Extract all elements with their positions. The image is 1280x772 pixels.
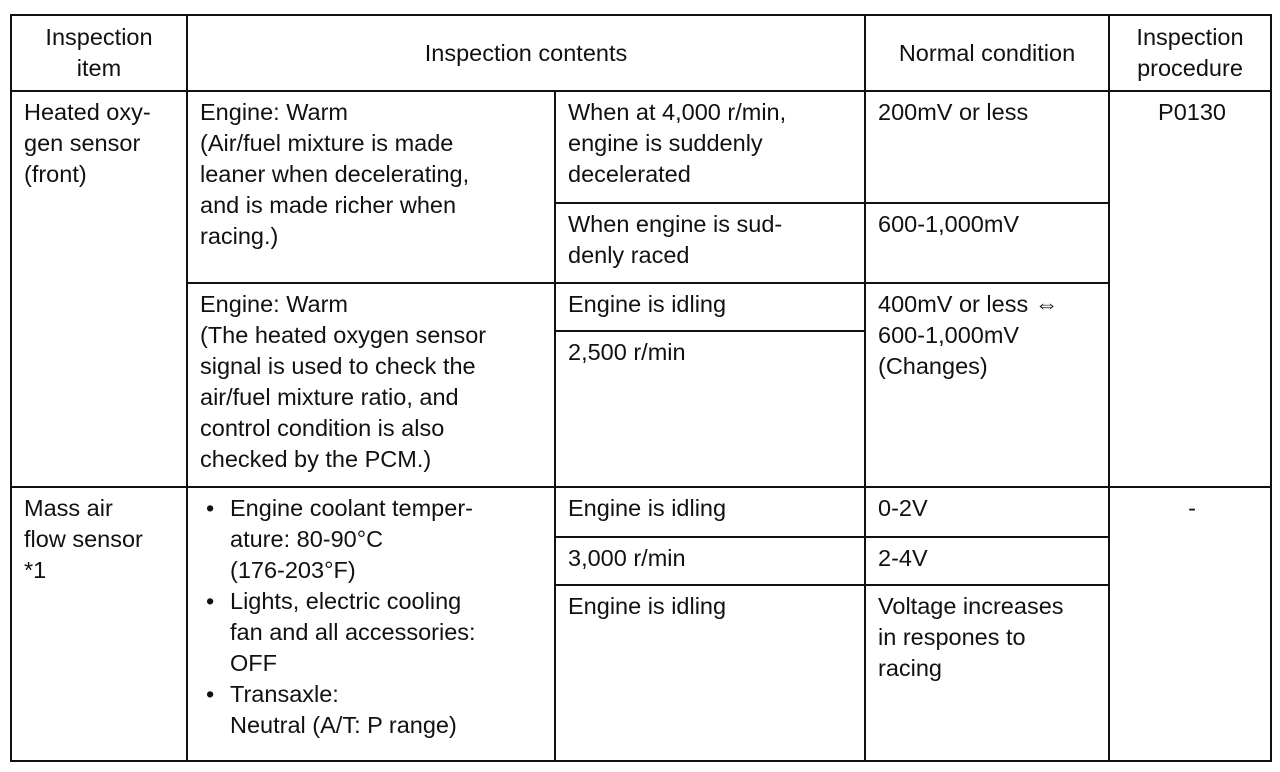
state-cell: When at 4,000 r/min, engine is suddenly decelerated xyxy=(555,91,865,203)
procedure-cell: P0130 xyxy=(1109,91,1271,487)
normal-cell: Voltage increases in respones to racing xyxy=(865,585,1109,761)
state-cell: 2,500 r/min xyxy=(555,331,865,487)
condition-cell xyxy=(187,487,555,761)
state-cell: Engine is idling xyxy=(555,487,865,537)
condition-cell: Engine: Warm (Air/fuel mixture is made leaner when decelerating, and is made richer when racing.) xyxy=(187,91,555,283)
header-row xyxy=(11,15,1271,91)
list-item: • Lights, electric cooling fan and all accessories: OFF xyxy=(230,586,546,679)
normal-cell: 2-4V xyxy=(865,537,1109,585)
list-item: • Engine coolant temper- ature: 80-90°C (176-203°F) xyxy=(230,493,546,586)
state-cell: Engine is idling xyxy=(555,283,865,331)
state-cell: 3,000 r/min xyxy=(555,537,865,585)
procedure-cell: - xyxy=(1109,487,1271,761)
normal-cell: 200mV or less xyxy=(865,91,1109,203)
header-normal-condition: Normal condition xyxy=(865,15,1109,91)
state-cell: Engine is idling xyxy=(555,585,865,761)
item-mass-air-flow-sensor: Mass air flow sensor *1 xyxy=(11,487,187,761)
normal-cell: 0-2V xyxy=(865,487,1109,537)
state-cell: When engine is sud- denly raced xyxy=(555,203,865,283)
table-row xyxy=(11,487,1271,537)
condition-list xyxy=(200,493,546,741)
table-row xyxy=(11,91,1271,203)
list-item: • Transaxle: Neutral (A/T: P range) xyxy=(230,679,546,741)
inspection-table xyxy=(10,14,1272,762)
header-inspection-contents: Inspection contents xyxy=(187,15,865,91)
item-heated-oxygen-sensor: Heated oxy- gen sensor (front) xyxy=(11,91,187,487)
condition-cell: Engine: Warm (The heated oxygen sensor signal is used to check the air/fuel mixture ratio, and control condition is also checked by the PCM.) xyxy=(187,283,555,487)
header-inspection-procedure: Inspection procedure xyxy=(1109,15,1271,91)
header-inspection-item: Inspection item xyxy=(11,15,187,91)
normal-cell: 400mV or less ⇔ 600-1,000mV (Changes) xyxy=(865,283,1109,487)
normal-cell: 600-1,000mV xyxy=(865,203,1109,283)
table-row xyxy=(11,283,1271,331)
